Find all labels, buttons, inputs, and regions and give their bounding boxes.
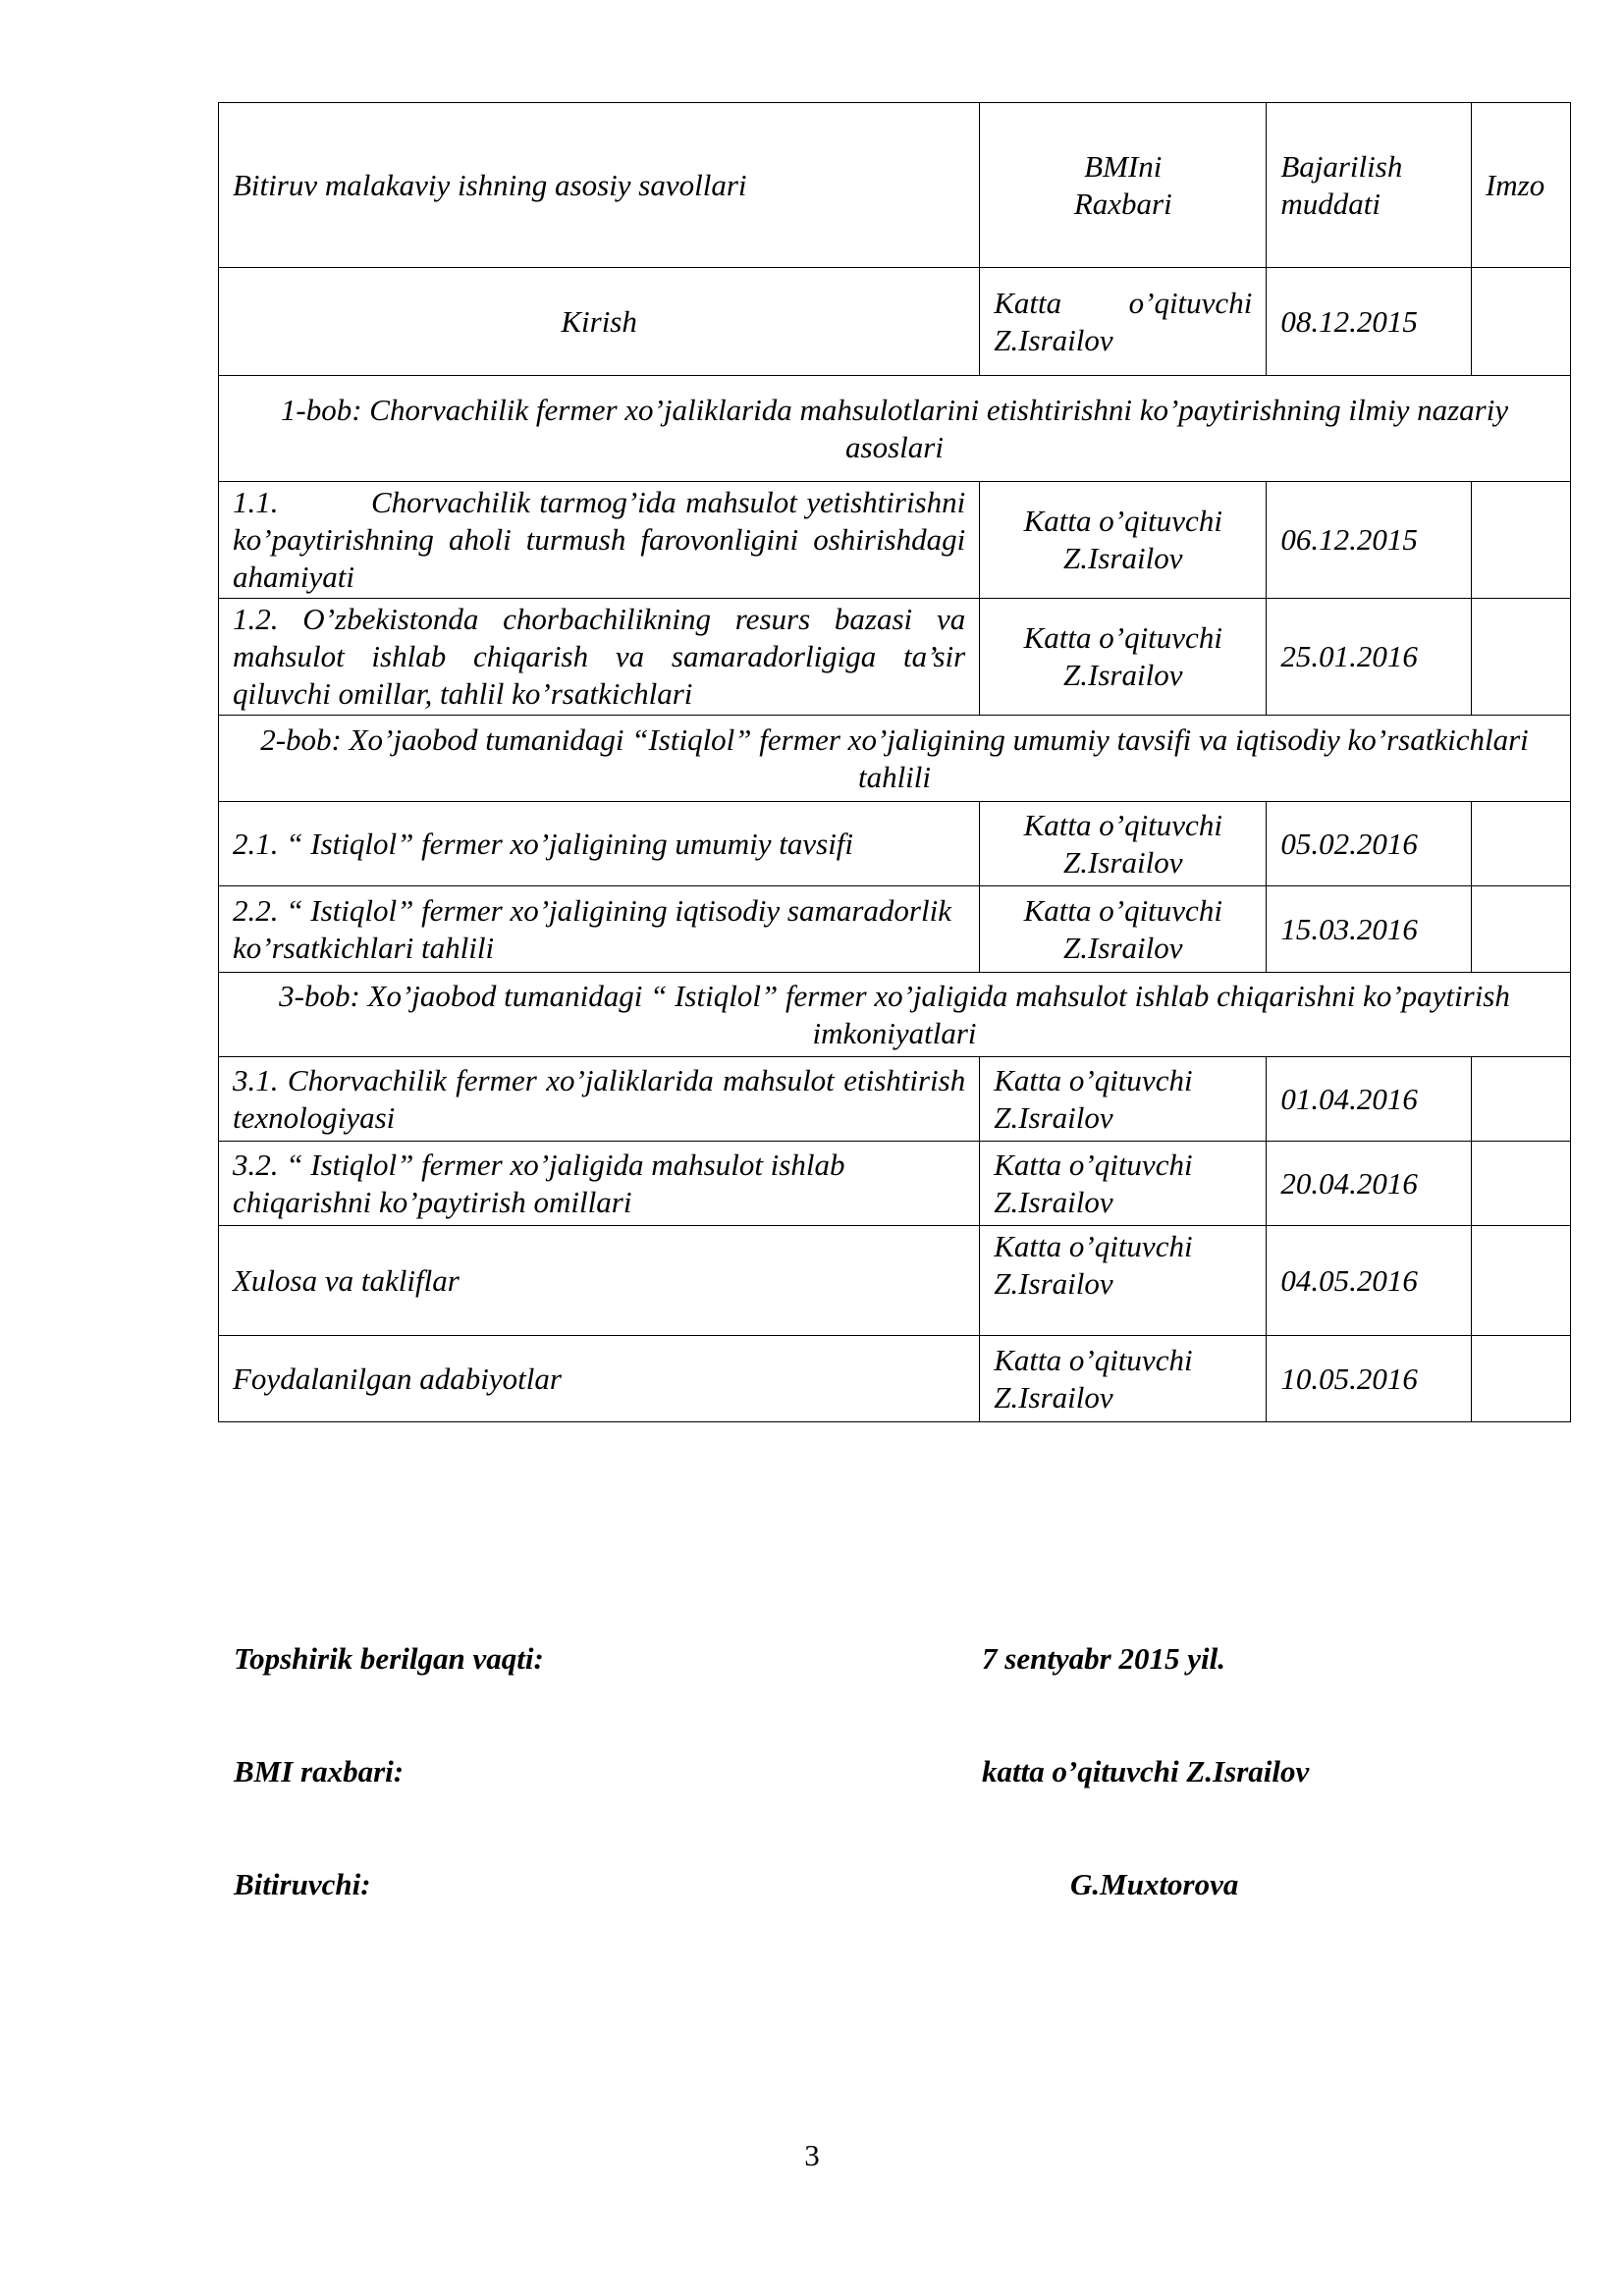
date-text: 25.01.2016 — [1280, 639, 1418, 673]
assigned-date-value: 7 sentyabr 2015 yil. — [982, 1641, 1225, 1676]
sign-cell — [1471, 802, 1570, 886]
topic-cell — [219, 802, 980, 886]
chapter-row — [219, 716, 1571, 802]
lead-name: Z.Israilov — [994, 1099, 1113, 1135]
chapter-row — [219, 376, 1571, 482]
lead-title: Katta o’qituvchi — [1023, 504, 1222, 538]
header-sign: Imzo — [1485, 167, 1545, 202]
topic-cell — [219, 1226, 980, 1336]
topic-text: 3.1. Chorvachilik fermer xo’jaliklarida mahsulot etishtirish texnologiyasi — [233, 1062, 966, 1135]
chapter-cell — [219, 376, 1571, 482]
header-lead-cell — [980, 103, 1267, 268]
lead-cell — [980, 268, 1267, 376]
date-cell — [1267, 1336, 1472, 1422]
lead-cell — [980, 1142, 1267, 1226]
sign-cell — [1471, 599, 1570, 716]
header-due-line1: Bajarilish — [1280, 148, 1403, 184]
sign-cell — [1471, 1226, 1570, 1336]
header-lead-line1: BMIni — [1084, 148, 1163, 184]
date-cell — [1267, 1057, 1472, 1142]
table-row — [219, 268, 1571, 376]
page-number: 3 — [804, 2138, 820, 2172]
lead-title: Katta o’qituvchi — [994, 1062, 1193, 1097]
header-due-line2: muddati — [1280, 186, 1380, 221]
lead-cell — [980, 1336, 1267, 1422]
topic-text: 2.2. “ Istiqlol” fermer xo’jaligining iqtisodiy samaradorlik ko’rsatkichlari tahlili — [233, 892, 951, 965]
topic-cell — [219, 886, 980, 973]
lead-name: Z.Israilov — [1063, 541, 1183, 575]
table-header-row — [219, 103, 1571, 268]
table-row — [219, 1336, 1571, 1422]
sign-cell — [1471, 1336, 1570, 1422]
lead-title: Katta o’qituvchi — [994, 1229, 1193, 1263]
date-text: 20.04.2016 — [1280, 1165, 1418, 1201]
topic-text: 2.1. “ Istiqlol” fermer xo’jaligining umumiy tavsifi — [233, 826, 854, 861]
topic-text: 3.2. “ Istiqlol” fermer xo’jaligida mahsulot ishlab chiqarishni ko’paytirish omillari — [233, 1147, 845, 1219]
date-cell — [1267, 886, 1472, 973]
lead-cell — [980, 802, 1267, 886]
lead-title: Katta o’qituvchi — [1023, 807, 1222, 842]
header-lead-line2: Raxbari — [1073, 186, 1172, 221]
topic-text: 1.1. Chorvachilik tarmog’ida mahsulot yetishtirishni ko’paytirishning aholi turmush farovonligini oshirishdagi ahamiyati — [233, 485, 973, 594]
date-text: 10.05.2016 — [1280, 1361, 1418, 1396]
date-cell — [1267, 1142, 1472, 1226]
table-row — [219, 482, 1571, 599]
table-row — [219, 886, 1571, 973]
date-cell — [1267, 802, 1472, 886]
topic-cell — [219, 1336, 980, 1422]
lead-cell — [980, 886, 1267, 973]
topic-text: Foydalanilgan adabiyotlar — [233, 1361, 562, 1396]
date-text: 01.04.2016 — [1280, 1081, 1418, 1116]
chapter-title: 3-bob: Xo’jaobod tumanidagi “ Istiqlol” fermer xo’jaligida mahsulot ishlab chiqarishni ko’paytirish imkoniyatlari — [279, 978, 1510, 1050]
topic-text: Kirish — [561, 303, 637, 339]
lead-title-word2: o’qituvchi — [1128, 285, 1253, 320]
lead-title-word1: Katta — [994, 285, 1062, 320]
assigned-date-label: Topshirik berilgan vaqti: — [234, 1641, 544, 1676]
topic-cell — [219, 1057, 980, 1142]
table-row — [219, 1142, 1571, 1226]
chapter-cell — [219, 716, 1571, 802]
lead-name: Z.Israilov — [994, 1184, 1113, 1219]
chapter-row — [219, 973, 1571, 1057]
date-text: 04.05.2016 — [1280, 1262, 1418, 1298]
lead-cell — [980, 482, 1267, 599]
lead-title: Katta o’qituvchi — [1023, 892, 1222, 928]
topic-cell — [219, 268, 980, 376]
topic-text: 1.2. O’zbekistonda chorbachilikning resurs bazasi va mahsulot ishlab chiqarish va samaradorligiga ta’sir qiluvchi omillar, tahlil ko’rsatkichlari — [233, 602, 966, 711]
date-cell — [1267, 482, 1472, 599]
table-row — [219, 599, 1571, 716]
topic-text: Xulosa va takliflar — [233, 1262, 460, 1298]
date-cell — [1267, 268, 1472, 376]
date-text: 15.03.2016 — [1280, 911, 1418, 946]
lead-cell — [980, 1057, 1267, 1142]
supervisor-value: katta o’qituvchi Z.Israilov — [982, 1754, 1310, 1789]
graduate-label: Bitiruvchi: — [234, 1867, 371, 1901]
table-row — [219, 1057, 1571, 1142]
lead-cell — [980, 599, 1267, 716]
date-text: 05.02.2016 — [1280, 826, 1418, 861]
date-cell — [1267, 1226, 1472, 1336]
header-topic-cell — [219, 103, 980, 268]
table-row — [219, 1226, 1571, 1336]
sign-cell — [1471, 1057, 1570, 1142]
sign-cell — [1471, 886, 1570, 973]
lead-name: Z.Israilov — [994, 1379, 1113, 1415]
lead-title: Katta o’qituvchi — [994, 1342, 1193, 1377]
sign-cell — [1471, 1142, 1570, 1226]
table-row — [219, 802, 1571, 886]
sign-cell — [1471, 268, 1570, 376]
lead-cell — [980, 1226, 1267, 1336]
chapter-cell — [219, 973, 1571, 1057]
header-sign-cell — [1471, 103, 1570, 268]
lead-name: Z.Israilov — [994, 1266, 1113, 1301]
header-topic: Bitiruv malakaviy ishning asosiy savollari — [233, 167, 747, 202]
lead-title: Katta o’qituvchi — [1023, 620, 1222, 655]
lead-name: Z.Israilov — [1063, 930, 1183, 965]
lead-title: Katta o’qituvchi — [994, 1147, 1193, 1182]
lead-name: Z.Israilov — [994, 322, 1113, 357]
topic-cell — [219, 1142, 980, 1226]
header-due-cell — [1267, 103, 1472, 268]
chapter-title: 2-bob: Xo’jaobod tumanidagi “Istiqlol” fermer xo’jaligining umumiy tavsifi va iqtisodiy ko’rsatkichlari tahlili — [260, 721, 1529, 794]
topic-cell — [219, 599, 980, 716]
topic-cell — [219, 482, 980, 599]
lead-name: Z.Israilov — [1063, 844, 1183, 880]
sign-cell — [1471, 482, 1570, 599]
supervisor-label: BMI raxbari: — [234, 1754, 405, 1789]
date-text: 08.12.2015 — [1280, 303, 1418, 339]
date-text: 06.12.2015 — [1280, 522, 1418, 557]
chapter-title: 1-bob: Chorvachilik fermer xo’jaliklarida mahsulotlarini etishtirishni ko’paytirishning ilmiy nazariy asoslari — [280, 392, 1509, 464]
graduate-value: G.Muxtorova — [1070, 1867, 1239, 1901]
date-cell — [1267, 599, 1472, 716]
thesis-plan-table — [218, 102, 1571, 1422]
lead-name: Z.Israilov — [1063, 658, 1183, 692]
